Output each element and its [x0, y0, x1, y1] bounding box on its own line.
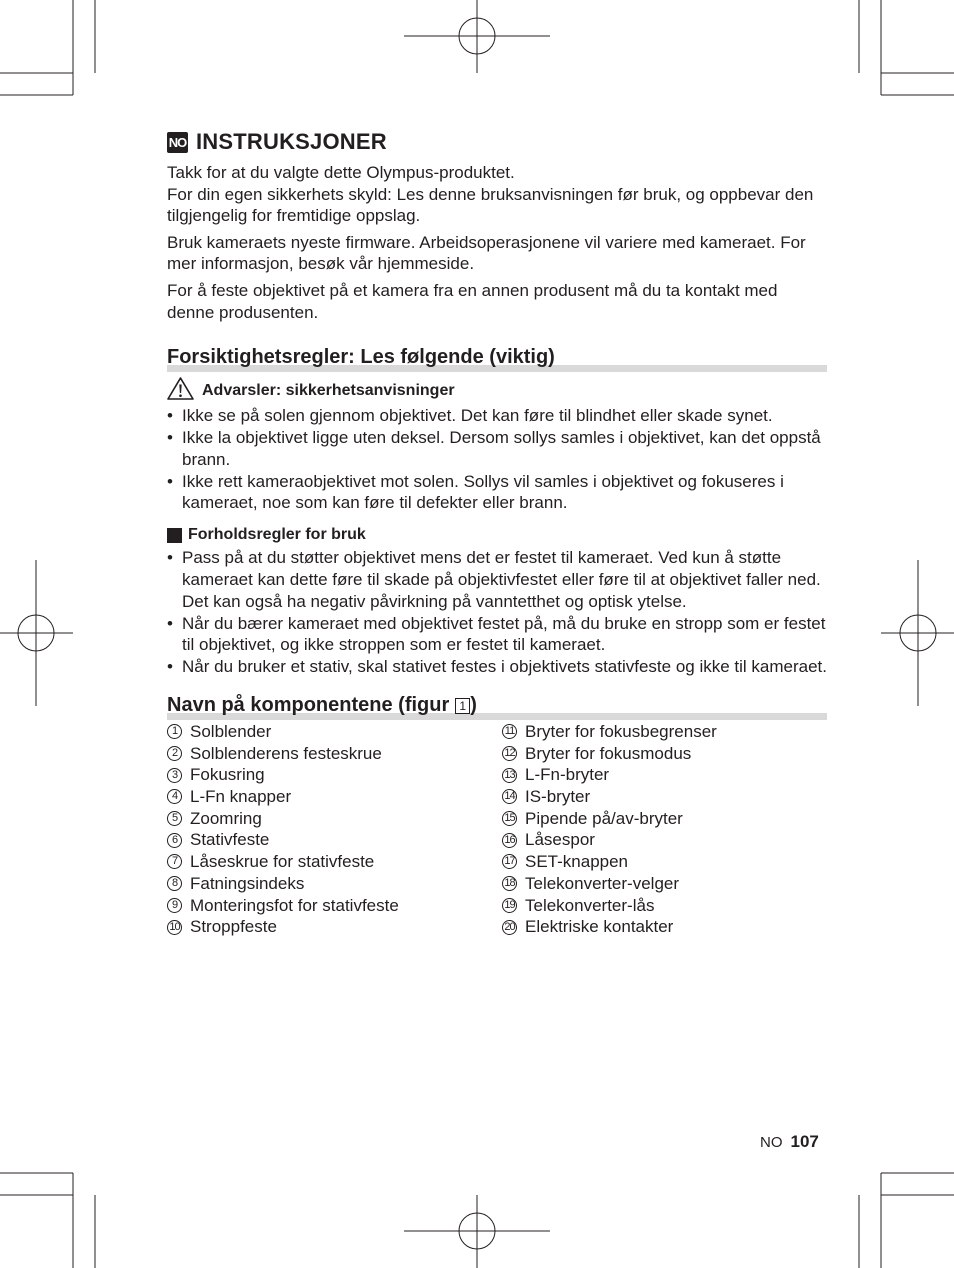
list-item: 12 Bryter for fokusmodus [502, 743, 717, 765]
intro-other-manufacturer: For å feste objektivet på et kamera fra en annen produsent må du ta kontakt med denne produsenten. [167, 280, 778, 322]
list-item: • Pass på at du støtter objektivet mens det er festet til kameraet. Ved kun å støtte kameraet kan dette føre til skade på objektivfestet eller føre til at objektivet faller ned. Det kan også ha negativ påvirkning på vanntetthet og optisk ytelse. [167, 548, 821, 611]
bullet-dot: • [167, 613, 173, 633]
list-item: 4 L-Fn knapper [167, 786, 502, 808]
number-circle-icon: 2 [167, 746, 182, 761]
figure-reference-box: 1 [455, 698, 470, 714]
list-item: 10 Stroppfeste [167, 916, 502, 938]
list-item: 19 Telekonverter-lås [502, 895, 717, 917]
bullet-dot: • [167, 657, 173, 677]
list-item: 6 Stativfeste [167, 829, 502, 851]
list-item: 1 Solblender [167, 721, 502, 743]
list-item: 15 Pipende på/av-bryter [502, 808, 717, 830]
components-left-column [167, 721, 502, 938]
number-circle-icon: 5 [167, 811, 182, 826]
list-item: 20 Elektriske kontakter [502, 916, 717, 938]
usage-heading-label: Forholdsregler for bruk [188, 526, 366, 544]
list-item: 16 Låsespor [502, 829, 717, 851]
list-item: 9 Monteringsfot for stativfeste [167, 895, 502, 917]
list-item: 7 Låseskrue for stativfeste [167, 851, 502, 873]
list-item: 18 Telekonverter-velger [502, 873, 717, 895]
list-item: 3 Fokusring [167, 764, 502, 786]
number-circle-icon: 3 [167, 768, 182, 783]
page-title: INSTRUKSJONER [196, 129, 387, 154]
warning-triangle-icon [167, 377, 194, 405]
list-item: • Når du bruker et stativ, skal stativet festes i objektivets stativfeste og ikke til kameraet. [167, 657, 828, 677]
list-item: 11 Bryter for fokusbegrenser [502, 721, 717, 743]
intro-firmware: Bruk kameraets nyeste firmware. Arbeidsoperasjonene vil variere med kameraet. For mer informasjon, besøk vår hjemmeside. [167, 232, 806, 274]
number-circle-icon: 7 [167, 854, 182, 869]
usage-heading [167, 523, 827, 547]
number-circle-icon: 11 [502, 724, 517, 739]
warnings-heading-label: Advarsler: sikkerhetsanvisninger [202, 382, 455, 400]
page-title-row [167, 124, 827, 160]
page-footer [760, 1132, 819, 1152]
list-item: • Ikke rett kameraobjektivet mot solen. Sollys vil samles i objektivet og fokuseres i kameraet, noe som kan føre til defekter eller brann. [167, 471, 784, 513]
bullet-dot: • [167, 548, 173, 568]
list-item: 5 Zoomring [167, 808, 502, 830]
black-square-icon [167, 528, 182, 543]
list-item: • Når du bærer kameraet med objektivet festet på, må du bruke en stropp som er festet til objektivet, og ikke stroppen som er festet til kameraet. [167, 613, 826, 655]
number-circle-icon: 16 [502, 833, 517, 848]
number-circle-icon: 14 [502, 789, 517, 804]
number-circle-icon: 19 [502, 898, 517, 913]
components-list [167, 721, 827, 938]
number-circle-icon: 9 [167, 898, 182, 913]
precautions-heading [167, 346, 827, 372]
number-circle-icon: 10 [167, 920, 182, 935]
bullet-dot: • [167, 406, 173, 426]
number-circle-icon: 4 [167, 789, 182, 804]
warnings-list [167, 405, 827, 514]
list-item: • Ikke la objektivet ligge uten deksel. Dersom sollys samles i objektivet, kan det oppstå brann. [167, 427, 821, 469]
list-item: 14 IS-bryter [502, 786, 717, 808]
list-item: 8 Fatningsindeks [167, 873, 502, 895]
number-circle-icon: 1 [167, 724, 182, 739]
usage-list [167, 547, 827, 678]
number-circle-icon: 8 [167, 876, 182, 891]
list-item: 13 L-Fn-bryter [502, 764, 717, 786]
list-item: • Ikke se på solen gjennom objektivet. Det kan føre til blindhet eller skade synet. [167, 406, 773, 426]
number-circle-icon: 6 [167, 833, 182, 848]
components-right-column [502, 721, 717, 938]
warnings-heading [167, 379, 827, 403]
number-circle-icon: 13 [502, 768, 517, 783]
number-circle-icon: 20 [502, 920, 517, 935]
number-circle-icon: 15 [502, 811, 517, 826]
page-number: 107 [790, 1132, 819, 1151]
language-badge: NO [167, 132, 188, 153]
components-heading [167, 694, 827, 720]
bullet-dot: • [167, 427, 173, 447]
page-content [167, 120, 827, 938]
number-circle-icon: 18 [502, 876, 517, 891]
intro-thanks: Takk for at du valgte dette Olympus-produktet. [167, 163, 515, 182]
number-circle-icon: 12 [502, 746, 517, 761]
footer-language: NO [760, 1134, 783, 1151]
list-item: 17 SET-knappen [502, 851, 717, 873]
bullet-dot: • [167, 471, 173, 491]
intro-safety: For din egen sikkerhets skyld: Les denne bruksanvisningen før bruk, og oppbevar den tilgjengelig for fremtidige oppslag. [167, 184, 814, 226]
components-heading-label: Navn på komponentene (figur 1 ) [167, 693, 477, 716]
number-circle-icon: 17 [502, 854, 517, 869]
list-item: 2 Solblenderens festeskrue [167, 743, 502, 765]
precautions-heading-label: Forsiktighetsregler: Les følgende (viktig) [167, 346, 555, 369]
